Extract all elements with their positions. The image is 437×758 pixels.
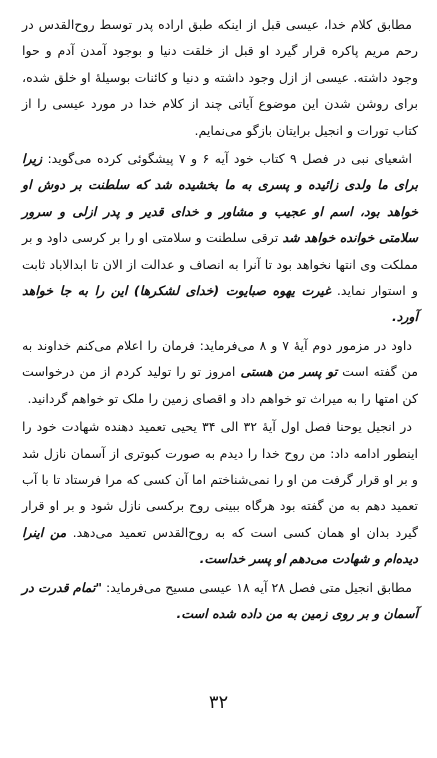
paragraph-1-text: مطابق کلام خدا، عیسی قبل از اینکه طبق اراده پدر توسط روح‌القدس در رحم مریم پاکره قرار گیرد او قبل از خلقت دنیا و بوجود آمدن آدم و حوا وجود داشته. عیسی از ازل وجود داشته و دنیا و کائنات بوسیلهٔ او خلق شده، برای روشن شدن این موضوع آیاتی چند از کلام خدا در مورد عیسی را از کتاب تورات و انجیل برایتان بازگو می‌نمایم. (22, 17, 418, 138)
page-body (22, 12, 418, 627)
paragraph-5-intro: مطابق انجیل متی فصل ۲۸ آیه ۱۸ عیسی مسیح می‌فرماید: (102, 579, 412, 595)
paragraph-2-continuation: ترقی سلطنت و سلامتی او را بر کرسی داود و بر مملکت وی انتها نخواهد بود تا آنرا به انصاف و عدالت از الان تا ابدالاباد ثابت و استوار نماید. (22, 230, 418, 299)
paragraph-2 (22, 146, 418, 331)
paragraph-2-closing-quote: غیرت یهوه صبایوت (خدای لشکرها) این را به جا خواهد آورد. (22, 283, 418, 325)
paragraph-5-quote: "تمام قدرت در آسمان و بر روی زمین به من داده شده است. (22, 579, 418, 621)
paragraph-2-intro: اشعیای نبی در فصل ۹ کتاب خود آیه ۶ و ۷ پیشگوئی کرده می‌گوید: (42, 151, 412, 167)
paragraph-4-quote: من اینرا دیده‌ام و شهادت می‌دهم او پسر خداست. (22, 524, 418, 567)
paragraph-3-continuation: امروز تو را تولید کردم از من درخواست کن امتها را به میراث تو خواهم داد و اقصای زمین را ملک تو خواهم گردانید. (22, 364, 418, 406)
paragraph-3-quote: تو پسر من هستی (240, 364, 338, 380)
paragraph-3-intro: داود در مزمور دوم آیهٔ ۷ و ۸ می‌فرماید: فرمان را اعلام می‌کنم خداوند به من گفته است (22, 337, 418, 380)
page-number: ۳۲ (208, 692, 229, 713)
paragraph-4 (22, 414, 418, 572)
paragraph-1 (22, 12, 418, 144)
paragraph-2-quote: زیرا برای ما ولدی زائیده و پسری به ما بخشیده شد که سلطنت بر دوش او خواهد بود، اسم او عجیب و مشاور و خدای قدیر و پدر ازلی و سرور سلامتی خوانده خواهد شد (22, 151, 418, 246)
paragraph-3 (22, 333, 418, 412)
paragraph-4-text: در انجیل یوحنا فصل اول آیهٔ ۳۲ الی ۳۴ یحیی تعمید دهنده شهادت خود را اینطور ادامه داد: من روح خدا را دیدم به صورت کبوتری از آسمان نازل شد و بر او قرار گرفت من او را نمی‌شناختم اما آن کسی که مرا فرستاد تا با آب تعمید دهم به من گفته بود هرگاه ببینی روح برکسی نازل شود و بر او قرار گیرد بدان او همان کسی است که به روح‌القدس تعمید می‌دهد. (22, 419, 418, 540)
paragraph-5 (22, 575, 418, 628)
